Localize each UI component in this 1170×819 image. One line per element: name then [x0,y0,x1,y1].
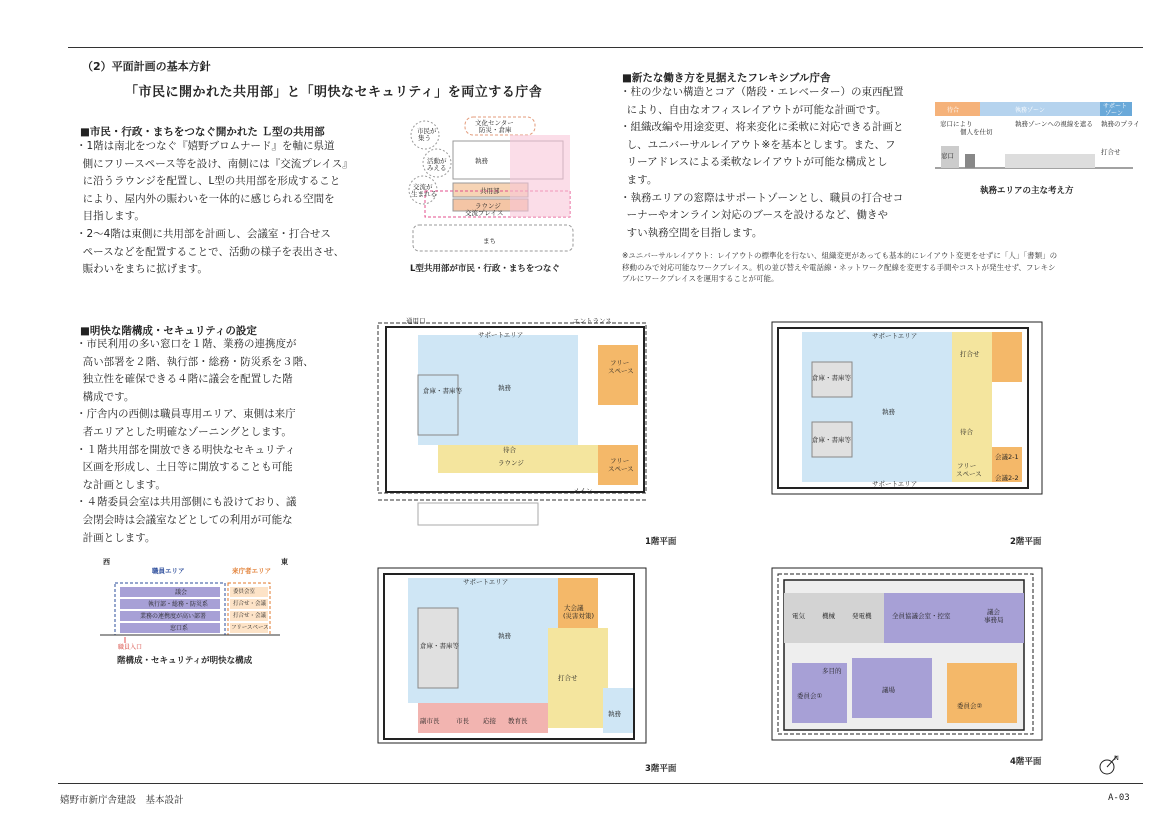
svg-text:会議2-2: 会議2-2 [995,474,1019,482]
svg-text:サポートエリア: サポートエリア [463,578,509,586]
svg-text:執務: 執務 [608,710,621,718]
block2-body: ・柱の少ない構造とコア（階段・エレベーター）の東西配置 により、自由なオフィスレイアウトが可能な計画です。 ・組織改編や用途変更、将来変化に柔軟に対応できる計画と し、ユニバーサルレイアウト※を基本とします。また、フ リーアドレスによる柔軟なレイアウトが可能な構成とし ます。 ・執務エリアの窓際はサポートゾーンとし、職員の打合せコ ーナーやオンライン対応のブースを設けるなど、働きや すい執務空間を目指します。 [620,86,904,239]
block3-heading: ■明快な階構成・セキュリティの設定 [80,325,257,337]
diagram3-caption: 階構成・セキュリティが明快な構成 [117,656,253,666]
staff-area-label: 職員エリア [152,567,185,575]
svg-text:執務ゾーンへの視線を遮る: 執務ゾーンへの視線を遮る [1015,120,1093,128]
svg-text:応接: 応接 [483,717,496,725]
svg-text:サポートエリア: サポートエリア [872,332,918,340]
svg-text:機械: 機械 [822,612,835,620]
svg-text:フリー: フリー [610,457,630,465]
svg-text:活動が: 活動が [427,157,447,165]
svg-text:フリー: フリー [957,462,977,470]
block3-body: ・市民利用の多い窓口を１階、業務の連携度が 高い部署を２階、執行部・総務・防災系を３階、 独立性を確保できる４階に議会を配置した階 構成です。 ・庁舎内の西側は職員専用エリア、東側は来庁 者エリアとした明確なゾーニングとします。 ・１階共用部を開放できる明快なセキュリティ 区画を形成し、土日等に開放することも可能 な計画とします。 ・４階委員会室は共用部側にも設けており、議 会閉会時は会議室などとしての利用が可能な 計画とします。 [76,338,314,544]
svg-text:倉庫・書庫等: 倉庫・書庫等 [812,436,851,444]
svg-text:交流プレイス: 交流プレイス [465,209,504,217]
svg-text:打合せ: 打合せ [960,350,980,358]
svg-text:共用部: 共用部 [480,187,500,195]
floor-2-label: 業務の連携度が高い部署 [140,613,207,620]
svg-text:スペース: スペース [956,470,982,478]
svg-text:(災害対策): (災害対策) [563,612,595,620]
svg-text:執務のプライ: 執務のプライ [1101,120,1140,128]
east-item-4: フリースペース [231,625,269,631]
svg-text:議会: 議会 [987,608,1000,616]
svg-text:エントランス: エントランス [573,317,612,325]
svg-text:倉庫・書庫等: 倉庫・書庫等 [423,387,462,395]
svg-text:大会議: 大会議 [564,604,584,612]
svg-text:ラウンジ: ラウンジ [498,459,524,467]
floor-plan-1f [378,315,658,530]
svg-text:文化センター: 文化センター [475,119,514,127]
svg-text:メイン: メイン [573,487,593,495]
svg-text:サポートエリア: サポートエリア [478,331,524,339]
north-arrow-icon [1098,752,1122,776]
svg-text:生まれる: 生まれる [411,190,437,198]
svg-text:集う: 集う [418,134,431,142]
svg-text:委員会②: 委員会② [957,702,983,710]
svg-text:執務: 執務 [882,408,895,416]
svg-text:全員協議会室・控室: 全員協議会室・控室 [892,612,951,620]
diagram1-caption: L型共用部が市民・行政・まちをつなぐ [410,264,560,274]
svg-text:事務局: 事務局 [984,616,1004,624]
svg-text:スペース: スペース [608,465,634,473]
svg-text:倉庫・書庫等: 倉庫・書庫等 [420,642,459,650]
diagram2-caption: 執務エリアの主な考え方 [980,186,1074,196]
svg-text:ラウンジ: ラウンジ [475,202,501,210]
east-label: 東 [281,558,288,566]
east-item-3: 打合せ・会議 [233,613,267,619]
page-number: A-03 [1108,793,1130,803]
east-item-2: 打合せ・会議 [233,601,267,607]
svg-text:サポート: サポート [1103,103,1128,110]
svg-text:執務: 執務 [475,157,488,165]
svg-text:個人を仕切: 個人を仕切 [960,128,993,136]
svg-text:交流が: 交流が [413,183,433,191]
l-shaped-diagram [405,115,580,260]
svg-text:執務: 執務 [498,384,511,392]
headline: 「市民に開かれた共用部」と「明快なセキュリティ」を両立する庁舎 [125,85,543,100]
floor-1-label: 窓口系 [170,625,189,632]
floor-plan-3f-caption: 3階平面 [645,764,677,774]
svg-text:委員会①: 委員会① [797,692,823,700]
svg-text:打合せ: 打合せ [558,674,578,682]
svg-text:市民が: 市民が [417,127,437,135]
svg-text:窓口: 窓口 [941,152,954,160]
block1-body: ・1階は南北をつなぐ『嬉野ブロムナード』を軸に県道 側にフリースペース等を設け、南側には『交流プレイス』 に沿うラウンジを配置し、L型の共用部を形成すること により、屋内外の賑わいを一体的に感じられる空間を 目指します。 ・2～4階は東側に共用部を計画し、会議室・打合せス ペースなどを配置することで、活動の様子を表出させ、 賑わいをまちに拡げます。 [76,140,353,276]
svg-text:サポートエリア: サポートエリア [872,480,918,488]
floor-plan-2f-caption: 2階平面 [1010,537,1042,547]
visitor-area-label: 来庁者エリア [232,567,271,575]
svg-text:執務: 執務 [498,632,511,640]
floor-plan-1f-caption: 1階平面 [645,537,677,547]
staff-entrance-label: 職員入口 [118,644,143,651]
svg-text:待合: 待合 [960,428,973,436]
floor-4-label: 議会 [175,589,188,596]
floor-section-diagram [100,575,280,645]
floor-plan-2f [772,322,1044,494]
floor-plan-3f [378,568,650,743]
svg-text:執務ゾーン: 執務ゾーン [1015,107,1045,114]
office-zone-diagram [935,98,1140,178]
floor-3-label: 執行部・総務・防災系 [148,601,209,608]
floor-plan-4f-caption: 4階平面 [1010,757,1042,767]
svg-text:待合: 待合 [503,446,516,454]
svg-text:ゾーン: ゾーン [1105,110,1123,117]
footer-title: 嬉野市新庁舎建設 基本設計 [60,795,184,806]
svg-text:待合: 待合 [947,107,960,114]
svg-text:みえる: みえる [427,164,447,172]
svg-text:防災・倉庫: 防災・倉庫 [479,126,512,134]
svg-text:発電機: 発電機 [852,612,872,620]
svg-text:まち: まち [483,237,496,245]
svg-text:窓口により: 窓口により [940,120,973,128]
svg-text:倉庫・書庫等: 倉庫・書庫等 [812,374,851,382]
svg-text:市長: 市長 [456,717,469,725]
block2-note: ※ユニバーサルレイアウト：レイアウトの標準化を行ない、組織変更があっても基本的にレイアウト変更をせずに「人」「書類」の 移動のみで対応可能なワークプレイス。机の並び替えや電話線・ネットワーク配線を変更する手間やコストが発生せず、フレキシ ブルにワークプレイスを運用することが可能。 [622,251,1058,283]
svg-text:副市長: 副市長 [420,717,440,725]
east-item-1: 委員会室 [233,589,256,595]
svg-text:教育長: 教育長 [508,717,528,725]
svg-text:会議2-1: 会議2-1 [995,453,1019,461]
west-label: 西 [103,558,110,566]
top-rule [68,47,1143,48]
section-title: （2）平面計画の基本方針 [82,60,211,73]
svg-text:打合せ: 打合せ [1101,148,1121,156]
svg-text:N: N [1114,754,1119,762]
bottom-rule [58,783,1143,784]
block2-heading: ■新たな働き方を見据えたフレキシブル庁舎 [622,72,831,84]
floor-plan-4f [772,568,1044,740]
svg-text:通用口: 通用口 [406,317,426,325]
block1-heading: ■市民・行政・まちをつなぐ開かれた Ｌ型の共用部 [80,126,325,138]
svg-text:電気: 電気 [792,612,805,620]
svg-text:議場: 議場 [882,686,895,694]
svg-text:フリー: フリー [610,359,630,367]
svg-text:多目的: 多目的 [822,667,842,675]
svg-text:スペース: スペース [608,367,634,375]
